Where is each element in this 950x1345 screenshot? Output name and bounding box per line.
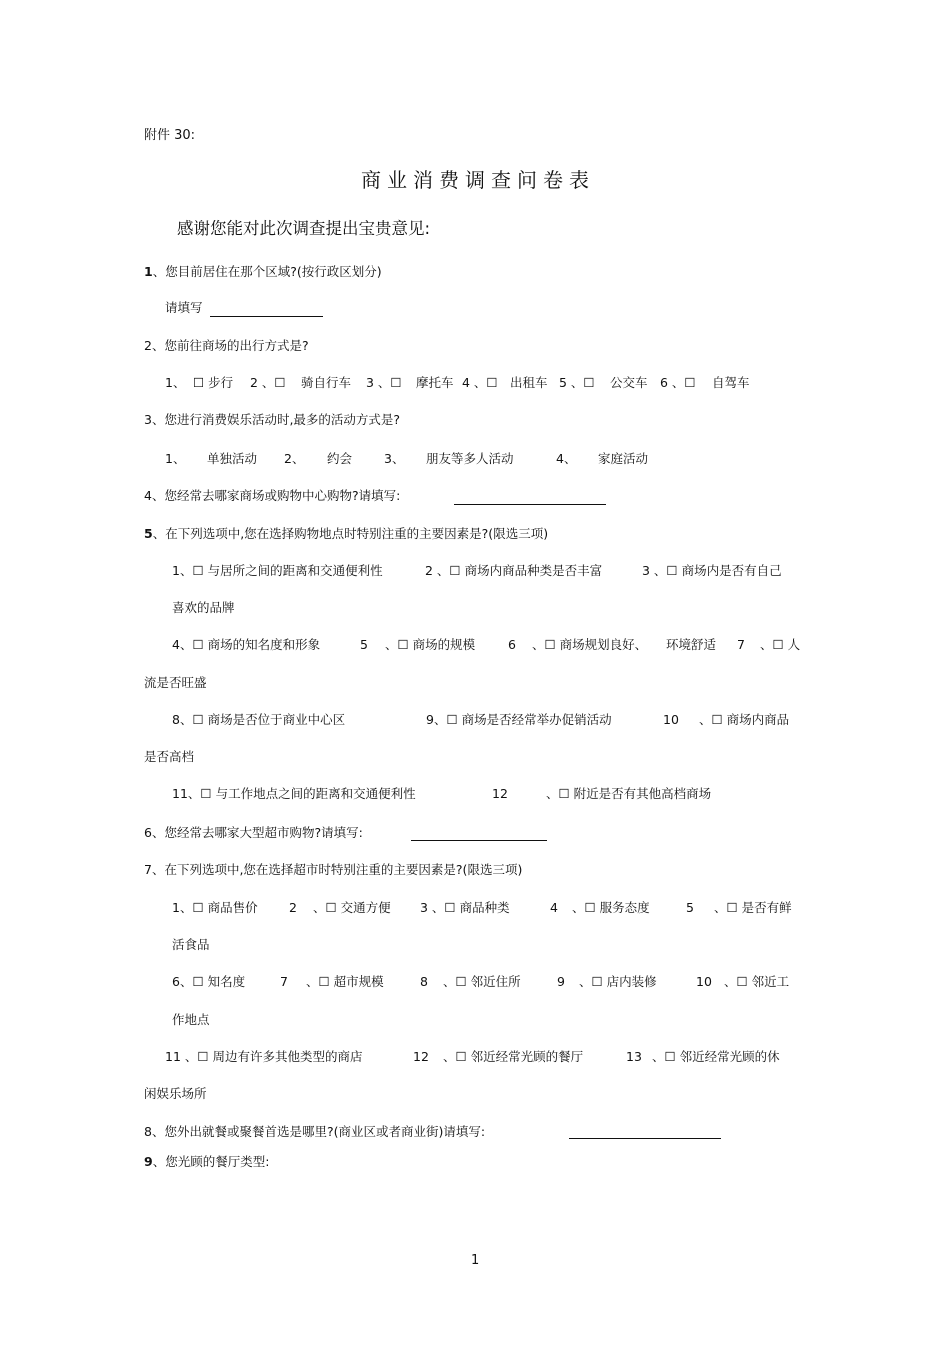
q2-opt[interactable]: 6 、☐ bbox=[660, 375, 696, 390]
q5-opt-num: 12 bbox=[492, 786, 508, 801]
q2-opt: 摩托车 bbox=[416, 375, 454, 390]
q7-opt-num: 10 bbox=[696, 974, 712, 989]
q5-opt[interactable]: 、☐ 商场规划良好、 bbox=[532, 637, 648, 652]
q3-opt[interactable]: 约会 bbox=[327, 451, 353, 466]
question-7: 7、在下列选项中,您在选择超市时特别注重的主要因素是?(限选三项) bbox=[144, 862, 523, 877]
q5-opt[interactable]: 2 、☐ 商场内商品种类是否丰富 bbox=[425, 563, 603, 578]
q5-opt[interactable]: 9、☐ 商场是否经常举办促销活动 bbox=[426, 712, 612, 727]
q2-opt: 骑自行车 bbox=[301, 375, 352, 390]
q7-opt[interactable]: 、☐ 是否有鲜 bbox=[714, 900, 792, 915]
question-3: 3、您进行消费娱乐活动时,最多的活动方式是? bbox=[144, 412, 401, 427]
q7-opt-num: 8 bbox=[420, 974, 428, 989]
question-5-text: 、在下列选项中,您在选择购物地点时特别注重的主要因素是?(限选三项) bbox=[152, 526, 549, 541]
question-1-blank[interactable] bbox=[210, 316, 323, 317]
q7-opt[interactable]: 、☐ 邻近住所 bbox=[443, 974, 521, 989]
q3-opt: 1、 bbox=[165, 451, 186, 466]
q2-opt[interactable]: 4 、☐ bbox=[462, 375, 498, 390]
q2-opt[interactable]: 2 、☐ bbox=[250, 375, 286, 390]
q7-opt[interactable]: 、☐ 店内装修 bbox=[579, 974, 657, 989]
page-title: 商业消费调查问卷表 bbox=[361, 168, 595, 192]
q5-opt-cont: 是否高档 bbox=[144, 749, 195, 764]
q5-opt[interactable]: 1、☐ 与居所之间的距离和交通便利性 bbox=[172, 563, 383, 578]
q5-opt[interactable]: 、☐ 商场的规模 bbox=[385, 637, 476, 652]
thanks-text: 感谢您能对此次调查提出宝贵意见: bbox=[177, 219, 431, 238]
question-4-blank[interactable] bbox=[454, 504, 606, 505]
q7-opt-num: 5 bbox=[686, 900, 694, 915]
q5-opt[interactable]: 4、☐ 商场的知名度和形象 bbox=[172, 637, 321, 652]
question-9 bbox=[144, 1154, 269, 1170]
q7-opt-num: 2 bbox=[289, 900, 297, 915]
q7-opt-num: 9 bbox=[557, 974, 565, 989]
q5-opt-cont: 喜欢的品牌 bbox=[172, 600, 235, 615]
question-9-number: 9 bbox=[144, 1154, 153, 1169]
q5-opt: 环境舒适 bbox=[666, 637, 717, 652]
q7-opt[interactable]: 1、☐ 商品售价 bbox=[172, 900, 258, 915]
question-8-blank[interactable] bbox=[569, 1138, 721, 1139]
question-6-blank[interactable] bbox=[411, 840, 547, 841]
q7-opt[interactable]: 、☐ 超市规模 bbox=[306, 974, 384, 989]
q7-opt-cont: 作地点 bbox=[172, 1012, 210, 1027]
q2-opt: 公交车 bbox=[610, 375, 648, 390]
q5-opt-num: 6 bbox=[508, 637, 516, 652]
q2-opt: 1、 bbox=[165, 375, 186, 390]
question-1-fill-label: 请填写 bbox=[165, 300, 203, 315]
question-9-text: 、您光顾的餐厅类型: bbox=[152, 1154, 270, 1169]
q5-opt[interactable]: 3 、☐ 商场内是否有自己 bbox=[642, 563, 782, 578]
question-1 bbox=[144, 264, 382, 280]
q5-opt-num: 5 bbox=[360, 637, 368, 652]
q3-opt: 2、 bbox=[284, 451, 305, 466]
q7-opt[interactable]: 、☐ 邻近经常光顾的休 bbox=[652, 1049, 780, 1064]
q5-opt[interactable]: 8、☐ 商场是否位于商业中心区 bbox=[172, 712, 346, 727]
q7-opt[interactable]: 、☐ 交通方便 bbox=[313, 900, 391, 915]
q7-opt-num: 7 bbox=[280, 974, 288, 989]
q3-opt[interactable]: 家庭活动 bbox=[598, 451, 649, 466]
q5-opt-num: 7 bbox=[737, 637, 745, 652]
question-5 bbox=[144, 526, 548, 542]
question-8: 8、您外出就餐或聚餐首选是哪里?(商业区或者商业街)请填写: bbox=[144, 1124, 486, 1139]
q7-opt[interactable]: 、☐ 邻近工 bbox=[724, 974, 790, 989]
q2-opt[interactable]: ☐ 步行 bbox=[193, 375, 234, 390]
q5-opt[interactable]: 、☐ 人 bbox=[760, 637, 801, 652]
attachment-label: 附件 30: bbox=[144, 128, 196, 143]
q5-opt[interactable]: 、☐ 附近是否有其他高档商场 bbox=[546, 786, 712, 801]
q7-opt-num: 13 bbox=[626, 1049, 642, 1064]
q2-opt: 自驾车 bbox=[712, 375, 750, 390]
q7-opt[interactable]: 、☐ 服务态度 bbox=[572, 900, 650, 915]
q7-opt[interactable]: 3 、☐ 商品种类 bbox=[420, 900, 510, 915]
question-2: 2、您前往商场的出行方式是? bbox=[144, 338, 309, 353]
question-1-text: 、您目前居住在那个区域?(按行政区划分) bbox=[152, 264, 382, 279]
q5-opt[interactable]: 11、☐ 与工作地点之间的距离和交通便利性 bbox=[172, 786, 416, 801]
question-1-number: 1 bbox=[144, 264, 153, 279]
q7-opt-cont: 闲娱乐场所 bbox=[144, 1086, 207, 1101]
q7-opt[interactable]: 、☐ 邻近经常光顾的餐厅 bbox=[443, 1049, 584, 1064]
q2-opt[interactable]: 3 、☐ bbox=[366, 375, 402, 390]
question-5-number: 5 bbox=[144, 526, 153, 541]
q3-opt: 3、 bbox=[384, 451, 405, 466]
q7-opt-num: 4 bbox=[550, 900, 558, 915]
q3-opt[interactable]: 朋友等多人活动 bbox=[426, 451, 514, 466]
q7-opt[interactable]: 11 、☐ 周边有许多其他类型的商店 bbox=[165, 1049, 363, 1064]
q7-opt-num: 12 bbox=[413, 1049, 429, 1064]
q2-opt: 出租车 bbox=[510, 375, 548, 390]
q3-opt[interactable]: 单独活动 bbox=[207, 451, 258, 466]
q7-opt-cont: 活食品 bbox=[172, 937, 210, 952]
q7-opt[interactable]: 6、☐ 知名度 bbox=[172, 974, 246, 989]
q5-opt-num: 10 bbox=[663, 712, 679, 727]
q5-opt-cont: 流是否旺盛 bbox=[144, 675, 207, 690]
question-4: 4、您经常去哪家商场或购物中心购物?请填写: bbox=[144, 488, 401, 503]
question-6: 6、您经常去哪家大型超市购物?请填写: bbox=[144, 825, 363, 840]
q2-opt[interactable]: 5 、☐ bbox=[559, 375, 595, 390]
q3-opt: 4、 bbox=[556, 451, 577, 466]
q5-opt[interactable]: 、☐ 商场内商品 bbox=[699, 712, 790, 727]
page-number: 1 bbox=[471, 1253, 480, 1268]
